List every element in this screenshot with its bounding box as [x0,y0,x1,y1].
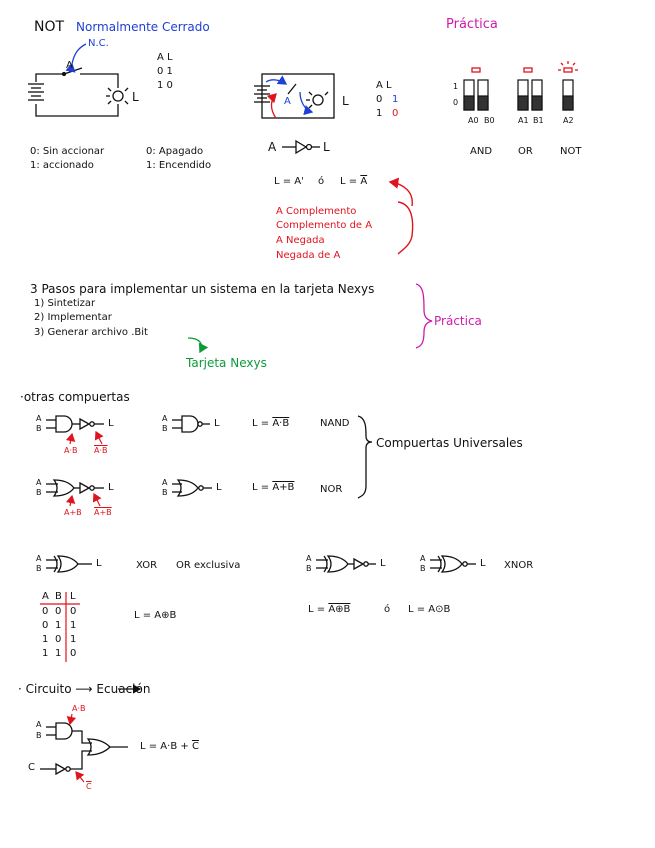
tarjeta-nexys: Tarjeta Nexys [186,356,267,370]
table-r4-a: 1 [42,648,49,659]
nc-label: N.C. [88,38,109,49]
not-subtitle: Normalmente Cerrado [76,20,210,34]
final-circuit [40,723,128,774]
switch-label: A [66,60,73,71]
xnor-comp-b: B [306,564,312,573]
xor-gate [46,556,92,572]
not-gate-l: L [323,140,330,154]
steps-title: 3 Pasos para implementar un sistema en la tarjeta Nexys [30,282,375,296]
dip-side-bottom: 0 [453,98,459,107]
dip-side-top: 1 [453,82,459,91]
xor-a: A [36,554,42,563]
nand-composite [46,416,104,432]
nor-composite [46,480,104,496]
xnor-gate-a: A [420,554,426,563]
nor-term-bar: A+B [94,508,112,517]
nand-gate-a: A [162,414,168,423]
leds [472,61,578,72]
gate-label-or: OR [518,146,533,157]
nand-equation: L = A·B [252,418,290,429]
legend-l1: 1: Encendido [146,160,212,171]
equation-or: ó [318,176,325,187]
other-gates-title: ·otras compuertas [20,390,130,404]
not-truth-row2: 1 0 [157,80,173,91]
nor-gate-a: A [162,478,168,487]
nand-comp-b: B [36,424,42,433]
nor-comp-a: A [36,478,42,487]
equation-left: L = A' [274,176,304,187]
xnor-comp-a: A [306,554,312,563]
circuit-title: · Circuito ⟶ Ecuación [18,682,151,696]
table-h-l: L [70,591,76,602]
nor-gate-l: L [216,482,222,493]
table-r2-l: 1 [70,620,77,631]
circuit-b: B [36,731,42,740]
nor-gate [172,480,212,496]
name-4: Negada de A [276,250,341,261]
not-truth-header: A L [157,52,173,63]
xor-desc: OR exclusiva [176,560,241,571]
switch-label-a1: A1 [518,116,529,125]
circuit-term-ab: A·B [72,704,86,713]
switch-label-b1: B1 [533,116,544,125]
legend-a0: 0: Sin accionar [30,146,105,157]
xnor-gate-b: B [420,564,426,573]
practica-circuit [254,74,334,118]
xnor-equation-alt: L = A⊙B [408,604,451,615]
nc-arrow [72,44,86,64]
nor-comp-l: L [108,482,114,493]
table-r4-l: 0 [70,648,77,659]
step-3: 3) Generar archivo .Bit [34,327,148,338]
legend-a1: 1: accionado [30,160,94,171]
not-title: NOT [34,19,65,35]
universal-label: Compuertas Universales [376,436,523,450]
practica-truth-r1l: 1 [392,94,399,105]
xnor-gate [430,556,476,572]
xnor-composite [316,556,376,572]
circuit-a: A [36,720,42,729]
circuit-c: C [28,762,35,773]
table-r3-b: 0 [55,634,62,645]
table-r1-l: 0 [70,606,77,617]
step-2: 2) Implementar [34,312,112,323]
step-1: 1) Sintetizar [34,298,96,309]
xnor-name: XNOR [504,560,534,571]
nor-term: A+B [64,508,82,517]
legend-l0: 0: Apagado [146,146,204,157]
name-3: A Negada [276,235,325,246]
switch-label-b0: B0 [484,116,495,125]
circuit-term-cbar: $\overline{C}$ [86,782,92,791]
nor-name: NOR [320,484,343,495]
switch-label-a0: A0 [468,116,479,125]
nand-gate-l: L [214,418,220,429]
table-r2-b: 1 [55,620,62,631]
table-r3-a: 1 [42,634,49,645]
xor-b: B [36,564,42,573]
steps-practica: Práctica [434,314,482,328]
table-r4-b: 1 [55,648,62,659]
practica-lamp-label: L [342,94,349,108]
practica-truth-header: A L [376,80,392,91]
xnor-comp-l: L [380,558,386,569]
practica-switch-label: A [284,96,291,107]
xor-l: L [96,558,102,569]
not-circuit [28,68,128,116]
nand-gate-b: B [162,424,168,433]
not-gate-a: A [268,140,277,154]
dip-switches [464,80,573,110]
xor-equation: L = A⊕B [134,610,177,621]
switch-label-a2: A2 [563,116,574,125]
gate-label-not: NOT [560,146,582,157]
nand-term: A·B [64,446,78,455]
table-h-a: A [42,591,49,602]
nand-comp-l: L [108,418,114,429]
nand-term-bar: A·B [94,446,108,455]
lamp-label: L [132,90,139,104]
circuit-equation: $L = A\cdot B + \overline{C}$ [140,741,199,752]
nor-gate-b: B [162,488,168,497]
table-r3-l: 1 [70,634,77,645]
nand-gate [172,416,210,432]
practica-truth-r1a: 0 [376,94,383,105]
table-r1-b: 0 [55,606,62,617]
table-r2-a: 0 [42,620,49,631]
nand-comp-a: A [36,414,42,423]
not-truth-row1: 0 1 [157,66,173,77]
xnor-equation: L = A⊕B [308,604,351,615]
xnor-gate-l: L [480,558,486,569]
xor-name: XOR [136,560,158,571]
name-1: A Complemento [276,206,357,217]
practica-title: Práctica [446,17,498,32]
nor-equation: L = A+B [252,482,295,493]
equation-right: $L = \overline{A}$ [340,176,368,187]
practica-truth-r2a: 1 [376,108,383,119]
table-r1-a: 0 [42,606,49,617]
table-h-b: B [55,591,62,602]
not-gate [282,141,320,153]
nor-comp-b: B [36,488,42,497]
nand-name: NAND [320,418,350,429]
name-2: Complemento de A [276,220,373,231]
gate-label-and: AND [470,146,493,157]
xnor-equation-or: ó [384,604,391,615]
practica-truth-r2l: 0 [392,108,399,119]
